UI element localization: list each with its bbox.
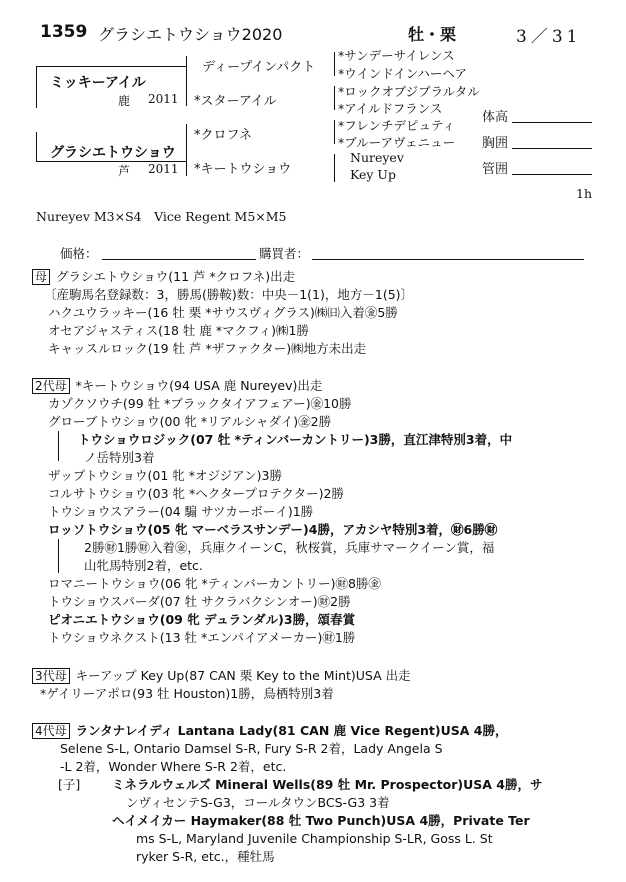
dam-line: オセアジャスティス(18 牡 鹿 *マクフィ)㈱1勝 bbox=[48, 323, 309, 338]
second-dam-heading bbox=[32, 377, 322, 395]
buyer-label: 購買者： bbox=[259, 246, 310, 261]
pedigree-bracket-4 bbox=[186, 124, 187, 176]
second-dam-line: グローブトウショウ(00 牝 *リアルシャダイ)㊎2勝 bbox=[48, 414, 332, 429]
fourth-dam-heading bbox=[32, 722, 507, 740]
second-dam-line: トウショウスアラー(04 騸 サツカーボーイ)1勝 bbox=[48, 504, 314, 519]
pedigree-ssd: *ウインドインハーヘア bbox=[338, 66, 468, 81]
second-dam-branch bbox=[58, 539, 59, 573]
third-dam-heading bbox=[32, 667, 411, 685]
pedigree-ddd: Key Up bbox=[350, 167, 396, 182]
pedigree-sire-color: 鹿 bbox=[118, 94, 131, 108]
second-dam-branch bbox=[58, 431, 59, 461]
pedigree-sire-bar-top bbox=[36, 66, 186, 67]
fourth-dam-child-line: ヘイメイカー Haymaker(88 牡 Two Punch)USA 4勝，Private Ter bbox=[112, 813, 530, 828]
second-dam-line: ロマニートウショウ(06 牝 *ティンバーカントリー)㊖8勝㊎ bbox=[48, 576, 381, 591]
pedigree-sire-year: 2011 bbox=[148, 92, 179, 106]
pedigree-bracket-6 bbox=[334, 154, 335, 182]
pedigree-dam-year: 2011 bbox=[148, 162, 179, 176]
fourth-dam-child-label: [子] bbox=[58, 777, 81, 792]
second-dam-line: トウショウロジック(07 牡 *ティンバーカントリー)3勝，直江津特別3着，中 bbox=[78, 432, 513, 447]
second-dam-line: コルサトウショウ(03 牝 *ヘクタープロテクター)2勝 bbox=[48, 486, 344, 501]
second-dam-heading-text: *キートウショウ(94 USA 鹿 Nureyev)出走 bbox=[75, 378, 323, 393]
second-dam-line: カゾクソウチ(99 牡 *ブラックタイアフェアー)㊎10勝 bbox=[48, 396, 352, 411]
pedigree-sdd: *アイルドフランス bbox=[338, 101, 443, 116]
dam-heading-text: グラシエトウショウ(11 芦 *クロフネ)出走 bbox=[56, 269, 296, 284]
price-label: 価格： bbox=[60, 246, 98, 261]
fourth-dam-heading-text: ランタナレイディ Lantana Lady(81 CAN 鹿 Vice Regent)USA 4勝， bbox=[75, 723, 508, 738]
third-dam-line: *ゲイリーアポロ(93 牡 Houston)1勝，鳥栖特別3着 bbox=[40, 686, 334, 701]
height-label: 体高 bbox=[482, 110, 509, 125]
pedigree-sire-sire: ディープインパクト bbox=[202, 60, 316, 75]
pedigree-bracket-2 bbox=[334, 52, 335, 76]
pedigree-bracket-1 bbox=[186, 56, 187, 106]
pedigree-sire: ミッキーアイル bbox=[50, 75, 146, 91]
pedigree-dam-dam: *キートウショウ bbox=[194, 162, 292, 177]
pedigree-dam-color: 芦 bbox=[118, 164, 131, 178]
pedigree-dam-sire: *クロフネ bbox=[194, 128, 252, 143]
pedigree-dsd: *ブルーアヴェニュー bbox=[338, 135, 456, 150]
pedigree-sire-bar bbox=[36, 66, 37, 108]
price-blank[interactable] bbox=[102, 259, 256, 260]
second-dam-line: ザップトウショウ(01 牝 *オジジアン)3勝 bbox=[48, 468, 282, 483]
second-dam-line: トウショウネクスト(13 牡 *エンパイアメーカー)㊖1勝 bbox=[48, 630, 356, 645]
fourth-dam-child-line: ryker S-R, etc.，種牡馬 bbox=[136, 849, 275, 864]
dam-line: ハクユウラッキー(16 牡 栗 *サウスヴィグラス)㈱㈰入着㊎5勝 bbox=[48, 305, 398, 320]
third-dam-tag: 3代母 bbox=[32, 668, 70, 684]
dam-tag: 母 bbox=[32, 269, 50, 285]
second-dam-line: ノ岳特別3着 bbox=[84, 450, 155, 465]
buyer-blank[interactable] bbox=[312, 259, 584, 260]
fourth-dam-line: -L 2着，Wonder Where S-R 2着，etc. bbox=[60, 759, 287, 774]
pedigree-dss: *フレンチデピュティ bbox=[338, 118, 455, 133]
dam-line: キャッスルロック(19 牡 芦 *ザファクター)㈱地方未出走 bbox=[48, 341, 367, 356]
pedigree-dam: グラシエトウショウ bbox=[50, 145, 176, 161]
pedigree-sire-dam: *スターアイル bbox=[194, 94, 277, 109]
second-dam-line: 山牝馬特別2着，etc. bbox=[84, 558, 203, 573]
girth-label: 胸囲 bbox=[482, 136, 509, 151]
pedigree-bracket-5 bbox=[334, 120, 335, 144]
second-dam-line: ピオニエトウショウ(09 牝 デュランダル)3勝，頌春賞 bbox=[48, 612, 356, 627]
fourth-dam-line: Selene S-L, Ontario Damsel S-R, Fury S-R 2着，Lady Angela S bbox=[60, 741, 443, 756]
height-blank bbox=[512, 122, 592, 123]
horse-name: グラシエトウショウ2020 bbox=[98, 25, 283, 44]
measurement-note: 1h bbox=[576, 186, 593, 201]
pedigree-bracket-3 bbox=[334, 86, 335, 110]
second-dam-line: トウショウスパーダ(07 牡 サクラバクシンオー)㊖2勝 bbox=[48, 594, 351, 609]
inbreeding-line: Nureyev M3×S4 Vice Regent M5×M5 bbox=[36, 209, 287, 224]
cannon-blank bbox=[512, 174, 592, 175]
pedigree-sds: *ロックオブジブラルタル bbox=[338, 84, 480, 99]
second-dam-line: ロッソトウショウ(05 牝 マーベラスサンデー)4勝，アカシヤ特別3着，㊖6勝㊖ bbox=[48, 522, 498, 537]
fourth-dam-child-line: ms S-L, Maryland Juvenile Championship S-LR, Goss L. St bbox=[136, 831, 493, 846]
lot-number: 1359 bbox=[40, 22, 88, 42]
dam-heading bbox=[32, 268, 295, 286]
fourth-dam-tag: 4代母 bbox=[32, 723, 70, 739]
fourth-dam-child-line: ンヴィセンテS-G3，コールタウンBCS-G3 3着 bbox=[126, 795, 390, 810]
dam-line: 〔産駒馬名登録数：3，勝馬(勝鞍)数：中央－1(1)，地方－1(5)〕 bbox=[44, 287, 414, 302]
pedigree-sss: *サンデーサイレンス bbox=[338, 48, 455, 63]
sex-color: 牡・栗 bbox=[408, 25, 457, 44]
birth-date: 3／31 bbox=[516, 27, 582, 47]
cannon-label: 管囲 bbox=[482, 162, 509, 177]
second-dam-tag: 2代母 bbox=[32, 378, 70, 394]
pedigree-dds: Nureyev bbox=[350, 150, 404, 165]
third-dam-heading-text: キーアップ Key Up(87 CAN 栗 Key to the Mint)USA 出走 bbox=[75, 668, 411, 683]
second-dam-line: 2勝㊖1勝㊖入着㊎，兵庫クイーンC，秋桜賞，兵庫サマークイーン賞，福 bbox=[84, 540, 495, 555]
fourth-dam-child-line: ミネラルウェルズ Mineral Wells(89 牡 Mr. Prospector)USA 4勝，サ bbox=[112, 777, 543, 792]
girth-blank bbox=[512, 148, 592, 149]
pedigree-dam-bar bbox=[36, 132, 37, 162]
